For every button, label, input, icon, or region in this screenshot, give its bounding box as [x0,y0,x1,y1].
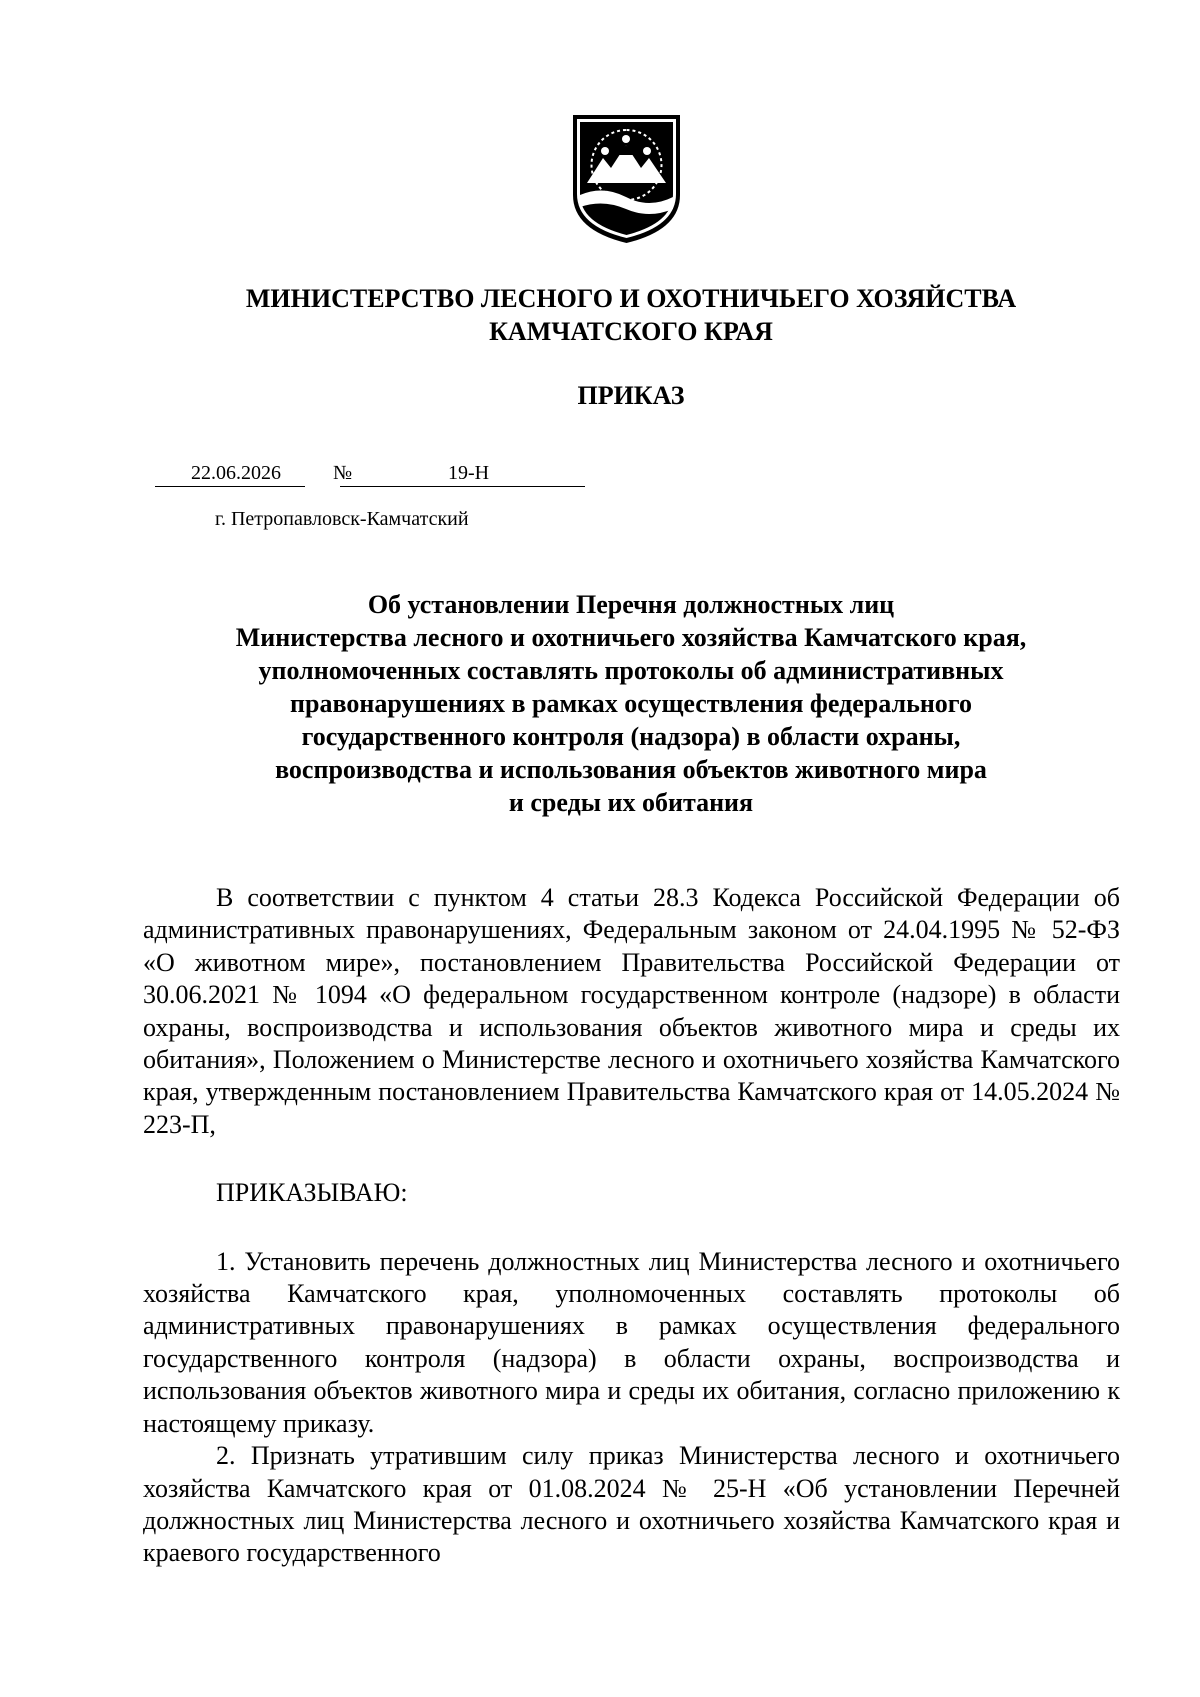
number-sign: № [333,462,353,484]
order-item-1: 1. Установить перечень должностных лиц Министерства лесного и охотничьего хозяйства Камчатского края, уполномоченных составлять протоколы об административных правонарушениях в рамках осуществления федерального государственного контроля (надзора) в области охраны, воспроизводства и использования объектов животного мира и среды их обитания, согласно приложению к настоящему приказу. [143,1246,1120,1438]
preamble-paragraph: В соответствии с пунктом 4 статьи 28.3 Кодекса Российской Федерации об административных правонарушениях, Федеральным законом от 24.04.1995 № 52-ФЗ «О животном мире», постановлением Правительства Российской Федерации от 30.06.2021 № 1094 «О федеральном государственном контроле (надзоре) в области охраны, воспроизводства и использования объектов животного мира и среды их обитания», Положением о Министерстве лесного и охотничьего хозяйства Камчатского края, утвержденным постановлением Правительства Камчатского края от 14.05.2024 № 223-П, [143,883,1120,1139]
organization-name-line1: МИНИСТЕРСТВО ЛЕСНОГО И ОХОТНИЧЬЕГО ХОЗЯЙСТВА [245,284,1017,313]
coat-of-arms-icon [573,115,680,243]
document-title [100,588,1162,819]
organization-name-line2: КАМЧАТСКОГО КРАЯ [489,317,773,346]
document-date: 22.06.2026 [191,462,281,484]
organization-name [0,282,1200,348]
document-number: 19-Н [448,462,490,484]
document-body [143,882,1120,1570]
title-line: государственного контроля (надзора) в области охраны, [301,722,961,751]
date-underline [155,486,305,487]
title-line: уполномоченных составлять протоколы об административных [258,656,1004,685]
order-item-2: 2. Признать утратившим силу приказ Министерства лесного и охотничьего хозяйства Камчатского края от 01.08.2024 № 25-Н «Об установлении Перечней должностных лиц Министерства лесного и охотничьего хозяйства Камчатского края и краевого государственного [143,1441,1120,1568]
title-line: воспроизводства и использования объектов животного мира [275,755,987,784]
order-word: ПРИКАЗЫВАЮ: [216,1178,408,1208]
document-type: ПРИКАЗ [577,381,685,410]
title-line: Об установлении Перечня должностных лиц [367,590,895,619]
title-line: и среды их обитания [508,788,754,817]
document-city: г. Петропавловск-Камчатский [215,508,469,530]
title-line: Министерства лесного и охотничьего хозяйства Камчатского края, [235,623,1027,652]
title-line: правонарушениях в рамках осуществления федерального [290,689,972,718]
document-requisites [155,462,585,488]
number-underline [340,486,585,487]
